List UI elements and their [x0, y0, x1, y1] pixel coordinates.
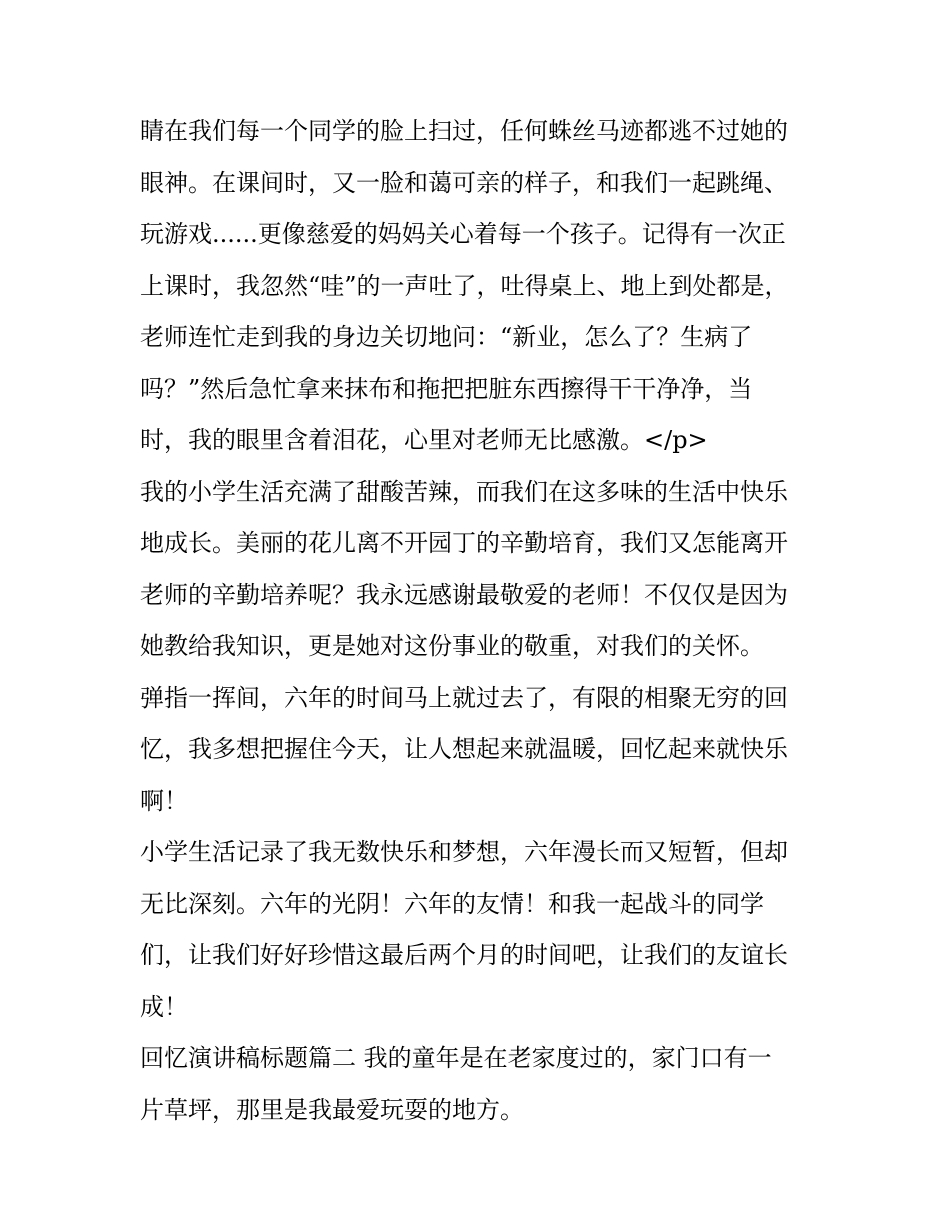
text-line: 弹指一挥间，六年的时间马上就过去了，有限的相聚无穷的回: [140, 683, 788, 712]
text-line: 成！: [140, 992, 188, 1021]
text-line: 玩游戏......更像慈爱的妈妈关心着每一个孩子。记得有一次正: [140, 220, 786, 248]
body-text: [140, 106, 820, 1136]
text-line: 时，我的眼里含着泪花，心里对老师无比感激。</p>: [140, 426, 708, 454]
text-line: 我的小学生活充满了甜酸苦辣，而我们在这多味的生活中快乐: [140, 477, 788, 506]
text-line: 老师连忙走到我的身边关切地问：“新业，怎么了？生病了: [140, 323, 753, 351]
text-line: 上课时，我忽然“哇”的一声吐了，吐得桌上、地上到处都是，: [140, 271, 789, 300]
text-line: 吗？”然后急忙拿来抹布和拖把把脏东西擦得干干净净，当: [140, 374, 753, 403]
text-line: 她教给我知识，更是她对这份事业的敬重，对我们的关怀。: [140, 632, 764, 660]
text-line: 老师的辛勤培养呢？我永远感谢最敬爱的老师！不仅仅是因为: [140, 580, 788, 609]
text-line: 地成长。美丽的花儿离不开园丁的辛勤培育，我们又怎能离开: [140, 529, 788, 557]
text-line: 眼神。在课间时，又一脸和蔼可亲的样子，和我们一起跳绳、: [140, 168, 788, 197]
text-line: 啊！: [140, 786, 188, 815]
text-line: 们，让我们好好珍惜这最后两个月的时间吧，让我们的友谊长: [140, 941, 788, 969]
text-line: 回忆演讲稿标题篇二 我的童年是在老家度过的，家门口有一: [140, 1044, 772, 1072]
text-line: 小学生活记录了我无数快乐和梦想，六年漫长而又短暂，但却: [140, 838, 788, 866]
text-line: 片草坪，那里是我最爱玩耍的地方。: [140, 1095, 524, 1124]
text-line: 忆，我多想把握住今天，让人想起来就温暖，回忆起来就快乐: [140, 735, 788, 763]
text-line: 无比深刻。六年的光阴！六年的友情！和我一起战斗的同学: [140, 889, 764, 918]
text-line: 睛在我们每一个同学的脸上扫过，任何蛛丝马迹都逃不过她的: [140, 117, 788, 145]
